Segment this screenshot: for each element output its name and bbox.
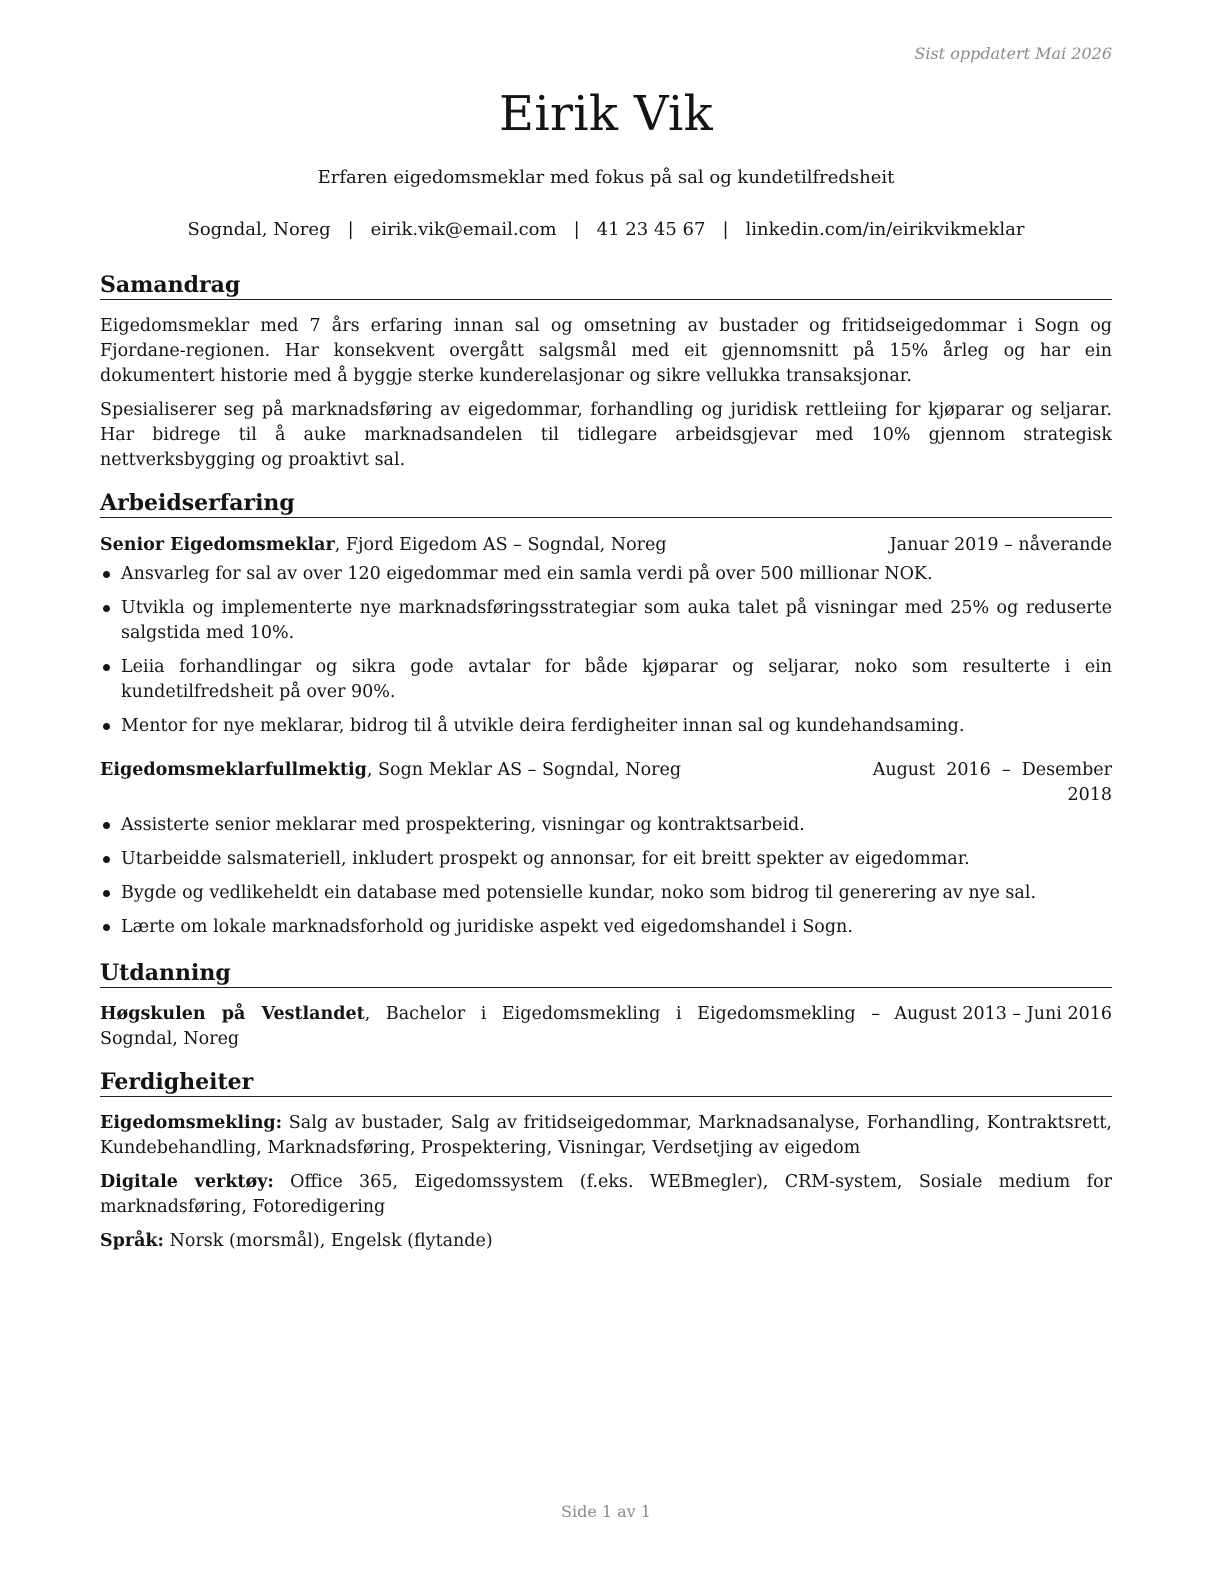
skill-text: Norsk (morsmål), Engelsk (flytande): [164, 1231, 493, 1251]
list-item: Lærte om lokale marknadsforhold og juridiske aspekt ved eigedomshandel i Sogn.: [100, 915, 1112, 940]
bullet-icon: [103, 856, 110, 863]
resume-page: [100, 0, 1112, 1584]
skill-label: Digitale verktøy:: [100, 1172, 274, 1192]
degree: , Bachelor i Eigedomsmekling i Eigedomsmekling – Sogndal, Noreg: [100, 1004, 880, 1049]
summary-paragraph: Eigedomsmeklar med 7 års erfaring innan sal og omsetning av bustader og fritidseigedommar i Sogn og Fjordane-regionen. Har konsekvent overgått salgsmål med eit gjennomsnitt på 15% årleg og har ein dokumentert historie med å byggje sterke kunderelasjonar og sikre vellukka transaksjonar.: [100, 316, 1112, 386]
candidate-name: Eirik Vik: [499, 86, 713, 142]
bullet-icon: [103, 924, 110, 931]
education-entry: [100, 1002, 1112, 1052]
list-item: Utarbeidde salsmateriell, inkludert prospekt og annonsar, for eit breitt spekter av eigedommar.: [100, 847, 1112, 872]
skill-label: Språk:: [100, 1231, 165, 1251]
bullet-icon: [103, 890, 110, 897]
education-dates: August 2013 – Juni 2016: [894, 1004, 1112, 1024]
section-heading-education: Utdanning: [100, 960, 1112, 988]
job-bullets: [100, 562, 1112, 748]
contact-separator: |: [722, 219, 729, 240]
job-bullets: [100, 813, 1112, 949]
job-header: [100, 533, 1112, 558]
section-heading-skills: Ferdigheiter: [100, 1069, 1112, 1097]
job-dates: Januar 2019 – nåverande: [889, 535, 1112, 555]
contact-email[interactable]: eirik.vik@email.com: [370, 219, 557, 240]
list-item: Mentor for nye meklarar, bidrog til å utvikle deira ferdigheiter innan sal og kundehandsaming.: [100, 714, 1112, 739]
job-company: , Sogn Meklar AS – Sogndal, Noreg: [366, 760, 682, 780]
bullet-icon: [103, 723, 110, 730]
list-item: Assisterte senior meklarar med prospektering, visningar og kontraktsarbeid.: [100, 813, 1112, 838]
job-role: Senior Eigedomsmeklar: [100, 535, 335, 555]
section-heading-experience: Arbeidserfaring: [100, 490, 1112, 518]
tagline: Erfaren eigedomsmeklar med fokus på sal og kundetilfredsheit: [317, 167, 895, 188]
list-item: Bygde og vedlikeheldt ein database med potensielle kundar, noko som bidrog til generering av nye sal.: [100, 881, 1112, 906]
contact-separator: |: [347, 219, 354, 240]
job-company: , Fjord Eigedom AS – Sogndal, Noreg: [334, 535, 667, 555]
school-name: Høgskulen på Vestlandet: [100, 1004, 365, 1024]
job-header: [100, 758, 1112, 808]
list-item: Utvikla og implementerte nye marknadsføringsstrategiar som auka talet på visningar med 25% og reduserte salgstida med 10%.: [100, 596, 1112, 646]
contact-separator: |: [573, 219, 580, 240]
section-heading-summary: Samandrag: [100, 272, 1112, 300]
job-title-line: [100, 533, 667, 558]
page-number: Side 1 av 1: [561, 1502, 651, 1521]
skill-row: [100, 1229, 1112, 1254]
job-dates: August 2016 – Desember 2018: [872, 760, 1112, 805]
contact-line: [100, 219, 1112, 240]
last-updated: Sist oppdatert Mai 2026: [914, 44, 1112, 63]
job-title-line: [100, 758, 681, 808]
list-item: Ansvarleg for sal av over 120 eigedommar med ein samla verdi på over 500 millionar NOK.: [100, 562, 1112, 587]
education-details: [100, 1002, 880, 1052]
skill-text: Office 365, Eigedomssystem (f.eks. WEBmegler), CRM-system, Sosiale medium for marknadsføring, Fotoredigering: [100, 1172, 1112, 1217]
skill-text: Salg av bustader, Salg av fritidseigedommar, Marknadsanalyse, Forhandling, Kontraktsrett, Kundebehandling, Marknadsføring, Prospektering, Visningar, Verdsetjing av eigedom: [100, 1113, 1112, 1158]
skill-row: [100, 1111, 1112, 1161]
bullet-icon: [103, 571, 110, 578]
skill-label: Eigedomsmekling:: [100, 1113, 283, 1133]
skill-row: [100, 1170, 1112, 1220]
job-role: Eigedomsmeklarfullmektig: [100, 760, 367, 780]
contact-phone: 41 23 45 67: [596, 219, 706, 240]
bullet-icon: [103, 664, 110, 671]
list-item: Leiia forhandlingar og sikra gode avtalar for både kjøparar og seljarar, noko som resulterte i ein kundetilfredsheit på over 90%.: [100, 655, 1112, 705]
contact-location: Sogndal, Noreg: [187, 219, 331, 240]
bullet-icon: [103, 605, 110, 612]
bullet-icon: [103, 822, 110, 829]
contact-linkedin[interactable]: linkedin.com/in/eirikvikmeklar: [745, 219, 1025, 240]
summary-paragraph: Spesialiserer seg på marknadsføring av eigedommar, forhandling og juridisk rettleiing for kjøparar og seljarar. Har bidrege til å auke marknadsandelen til tidlegare arbeidsgjevar med 10% gjennom strategisk nettverksbygging og proaktivt sal.: [100, 400, 1112, 470]
